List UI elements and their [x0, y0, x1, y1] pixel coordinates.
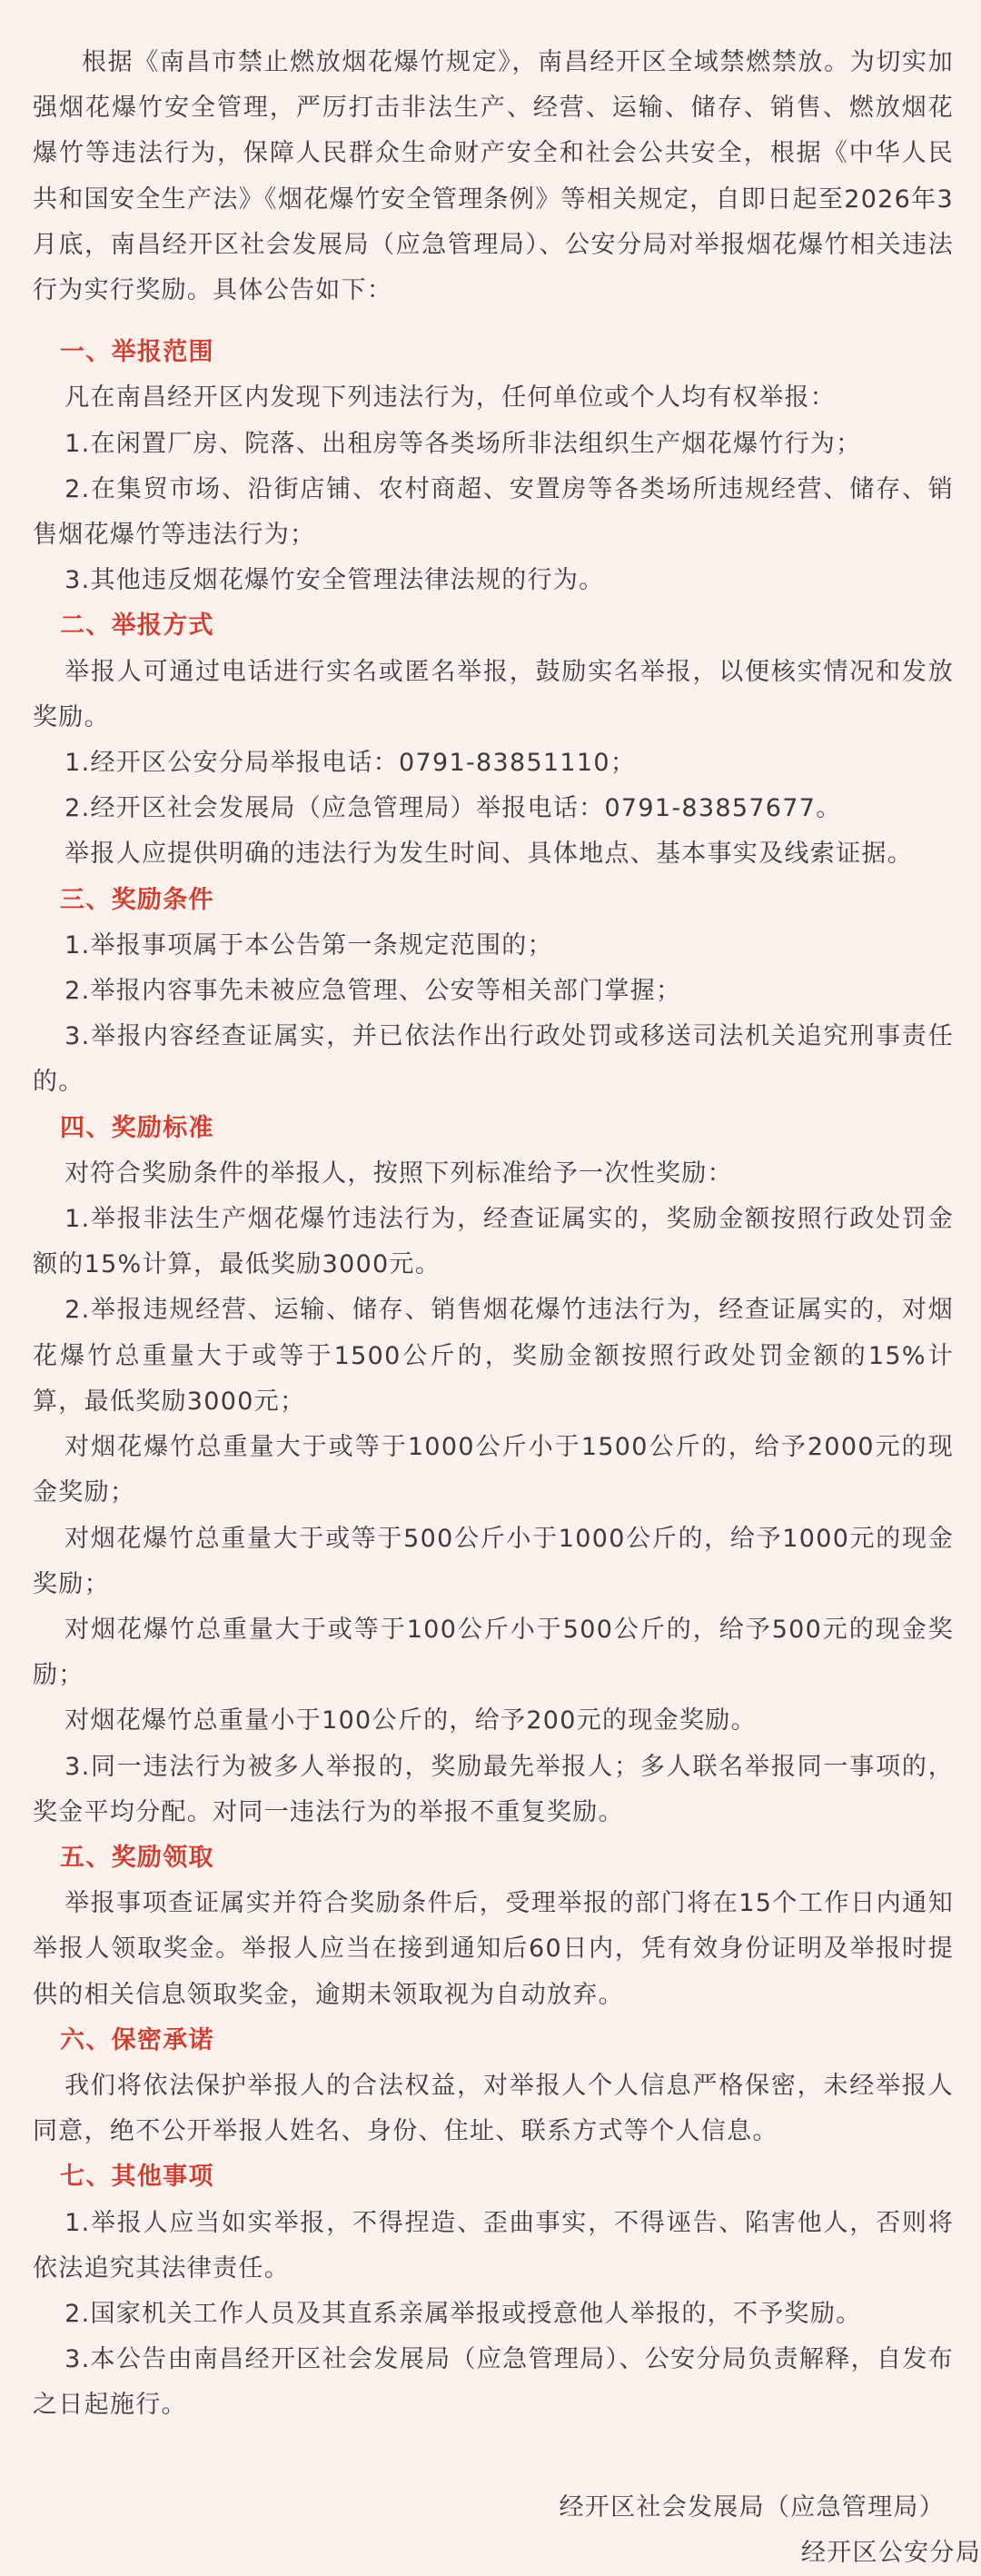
paragraph: 我们将依法保护举报人的合法权益，对举报人个人信息严格保密，未经举报人同意，绝不公开举报人姓名、身份、住址、联系方式等个人信息。 — [33, 2071, 954, 2146]
section-reward-conditions — [33, 878, 954, 1106]
paragraph: 对烟花爆竹总重量大于或等于1000公斤小于1500公斤的，给予2000元的现金奖励； — [33, 1433, 954, 1507]
paragraph: 3.举报内容经查证属实，并已依法作出行政处罚或移送司法机关追究刑事责任的。 — [33, 1022, 954, 1097]
paragraph: 1.在闲置厂房、院落、出租房等各类场所非法组织生产烟花爆竹行为； — [64, 429, 862, 458]
section-other-matters — [33, 2154, 954, 2428]
paragraph: 2.在集贸市场、沿街店铺、农村商超、安置房等各类场所违规经营、储存、销售烟花爆竹等违法行为； — [33, 474, 954, 550]
intro-paragraph: 根据《南昌市禁止燃放烟花爆竹规定》，南昌经开区全域禁燃禁放。为切实加强烟花爆竹安全管理，严厉打击非法生产、经营、运输、储存、销售、燃放烟花爆竹等违法行为，保障人民群众生命财产安全和社会公共安全，根据《中华人民共和国安全生产法》《烟花爆竹安全管理条例》等相关规定，自即日起至2026年3月底，南昌经开区社会发展局（应急管理局）、公安分局对举报烟花爆竹相关违法行为实行奖励。具体公告如下： — [33, 48, 954, 305]
paragraph: 举报事项查证属实并符合奖励条件后，受理举报的部门将在15个工作日内通知举报人领取奖金。举报人应当在接到通知后60日内，凭有效身份证明及举报时提供的相关信息领取奖金，逾期未领取视为自动放弃。 — [33, 1889, 954, 2009]
paragraph: 3.本公告由南昌经开区社会发展局（应急管理局）、公安分局负责解释，自发布之日起施行。 — [33, 2345, 954, 2420]
paragraph: 1.举报事项属于本公告第一条规定范围的； — [64, 930, 553, 960]
paragraph: 2.举报违规经营、运输、储存、销售烟花爆竹违法行为，经查证属实的，对烟花爆竹总重量大于或等于1500公斤的，奖励金额按照行政处罚金额的15%计算，最低奖励3000元； — [33, 1296, 954, 1416]
paragraph: 举报人可通过电话进行实名或匿名举报，鼓励实名举报，以便核实情况和发放奖励。 — [33, 657, 954, 731]
paragraph: 举报人应提供明确的违法行为发生时间、具体地点、基本事实及线索证据。 — [64, 840, 913, 869]
section-heading: 二、举报方式 — [60, 612, 214, 641]
section-heading: 三、奖励条件 — [60, 885, 214, 914]
section-heading: 七、其他事项 — [60, 2163, 214, 2192]
paragraph: 凡在南昌经开区内发现下列违法行为，任何单位或个人均有权举报： — [64, 383, 837, 413]
section-heading: 四、奖励标准 — [60, 1113, 214, 1142]
paragraph: 对烟花爆竹总重量大于或等于500公斤小于1000公斤的，给予1000元的现金奖励； — [33, 1524, 954, 1598]
signature-police-branch: 经开区公安分局 — [800, 2539, 981, 2567]
paragraph: 2.举报内容事先未被应急管理、公安等相关部门掌握； — [64, 977, 682, 1006]
paragraph: 3.其他违反烟花爆竹安全管理法律法规的行为。 — [64, 566, 605, 595]
signature-social-development-bureau: 经开区社会发展局（应急管理局） — [559, 2493, 945, 2521]
hotline-emergency: 2.经开区社会发展局（应急管理局）举报电话：0791-83857677。 — [64, 794, 842, 823]
section-confidentiality — [33, 2018, 954, 2155]
paragraph: 3.同一违法行为被多人举报的，奖励最先举报人；多人联名举报同一事项的，奖金平均分配。对同一违法行为的举报不重复奖励。 — [33, 1752, 954, 1826]
paragraph: 1.举报人应当如实举报，不得捏造、歪曲事实，不得诬告、陷害他人，否则将依法追究其法律责任。 — [33, 2208, 954, 2283]
section-report-scope — [33, 330, 954, 603]
section-report-methods — [33, 603, 954, 877]
paragraph: 对烟花爆竹总重量大于或等于100公斤小于500公斤的，给予500元的现金奖励； — [33, 1615, 954, 1690]
paragraph: 对符合奖励条件的举报人，按照下列标准给予一次性奖励： — [64, 1159, 733, 1188]
section-heading: 五、奖励领取 — [60, 1843, 214, 1872]
section-reward-standards — [33, 1106, 954, 1835]
paragraph: 对烟花爆竹总重量小于100公斤的，给予200元的现金奖励。 — [64, 1706, 757, 1736]
section-heading: 一、举报范围 — [60, 338, 214, 367]
paragraph: 2.国家机关工作人员及其直系亲属举报或授意他人举报的，不予奖励。 — [64, 2299, 862, 2328]
hotline-police: 1.经开区公安分局举报电话：0791-83851110； — [64, 749, 637, 778]
section-heading: 六、保密承诺 — [60, 2025, 214, 2054]
section-reward-collection — [33, 1835, 954, 2018]
paragraph: 1.举报非法生产烟花爆竹违法行为，经查证属实的，奖励金额按照行政处罚金额的15%计算，最低奖励3000元。 — [33, 1205, 954, 1279]
